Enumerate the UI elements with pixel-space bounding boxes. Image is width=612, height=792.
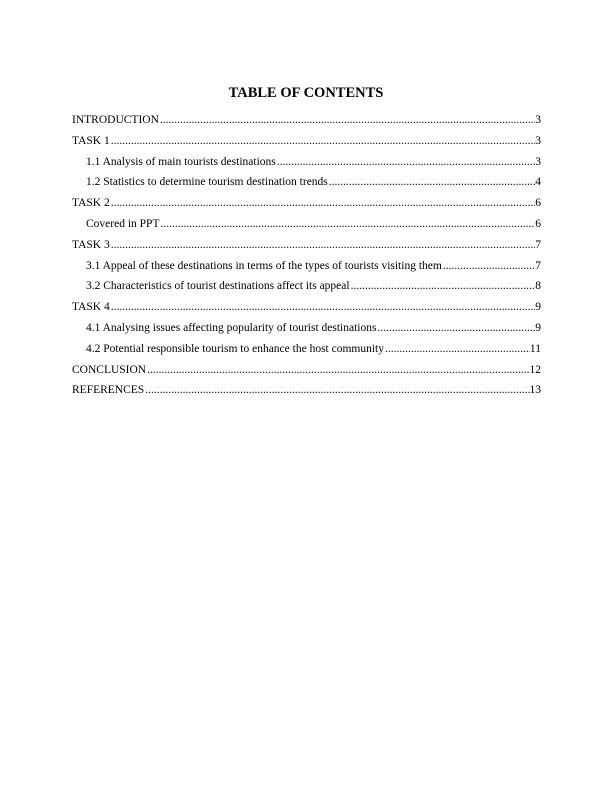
toc-page-number: 13: [529, 384, 541, 397]
toc-entry-task-1[interactable]: [72, 134, 541, 155]
toc-dot-leader: [385, 342, 530, 357]
toc-entry-references[interactable]: [72, 383, 541, 404]
toc-dot-leader: [443, 259, 535, 274]
toc-entry-task-4[interactable]: [72, 300, 541, 321]
toc-page-number: 7: [535, 259, 541, 272]
toc-entry-label[interactable]: 3.2 Characteristics of tourist destinations affect its appeal: [86, 280, 350, 293]
toc-dot-leader: [377, 321, 535, 336]
toc-dot-leader: [145, 383, 529, 398]
toc-entry-label[interactable]: TASK 3: [72, 238, 110, 251]
toc-entry-3-1[interactable]: [72, 259, 541, 280]
toc-page-number: 4: [535, 176, 541, 189]
toc-dot-leader: [329, 175, 535, 190]
toc-entry-label[interactable]: 4.2 Potential responsible tourism to enhance the host community: [86, 342, 384, 355]
toc-page-number: 9: [535, 321, 541, 334]
toc-dot-leader: [111, 300, 536, 315]
toc-dot-leader: [147, 363, 529, 378]
toc-entry-label[interactable]: Covered in PPT: [86, 217, 160, 230]
toc-dot-leader: [160, 113, 535, 128]
toc-entry-label[interactable]: REFERENCES: [72, 384, 145, 397]
toc-entry-task-2[interactable]: [72, 196, 541, 217]
toc-entry-label[interactable]: 1.1 Analysis of main tourists destinations: [86, 155, 276, 168]
toc-entry-4-2[interactable]: [72, 342, 541, 363]
toc-page-number: 3: [535, 134, 541, 147]
toc-entry-4-1[interactable]: [72, 321, 541, 342]
toc-dot-leader: [351, 279, 536, 294]
toc-entry-covered-in-ppt[interactable]: [72, 217, 541, 238]
toc-entry-task-3[interactable]: [72, 238, 541, 259]
toc-dot-leader: [277, 155, 536, 170]
toc-entry-label[interactable]: 3.1 Appeal of these destinations in terms of the types of tourists visiting them: [86, 259, 442, 272]
toc-entry-conclusion[interactable]: [72, 363, 541, 384]
toc-page-number: 12: [529, 363, 541, 376]
toc-page-number: 3: [535, 114, 541, 126]
toc-dot-leader: [111, 134, 536, 149]
toc-page-number: 7: [535, 238, 541, 251]
toc-dot-leader: [160, 217, 535, 232]
toc-entry-label[interactable]: CONCLUSION: [72, 363, 147, 376]
toc-page-number: 3: [535, 155, 541, 168]
toc-entry-1-2[interactable]: [72, 175, 541, 196]
toc-entry-label[interactable]: INTRODUCTION: [72, 114, 159, 126]
toc-page-number: 6: [535, 197, 541, 210]
toc-entry-introduction[interactable]: [72, 113, 541, 134]
toc-list: [72, 113, 541, 404]
toc-entry-1-1[interactable]: [72, 155, 541, 176]
toc-page-number: 11: [529, 342, 541, 355]
toc-entry-label[interactable]: TASK 2: [72, 197, 110, 210]
toc-entry-label[interactable]: 4.1 Analysing issues affecting popularity of tourist destinations: [86, 321, 377, 334]
toc-page-number: 9: [535, 301, 541, 314]
toc-title: TABLE OF CONTENTS: [228, 85, 384, 101]
toc-entry-label[interactable]: TASK 1: [72, 134, 110, 147]
toc-dot-leader: [111, 196, 536, 211]
toc-dot-leader: [111, 238, 536, 253]
toc-page-number: 6: [535, 217, 541, 230]
toc-entry-label[interactable]: 1.2 Statistics to determine tourism destination trends: [86, 176, 328, 189]
toc-page-number: 8: [535, 280, 541, 293]
toc-entry-label[interactable]: TASK 4: [72, 301, 110, 314]
toc-entry-3-2[interactable]: [72, 279, 541, 300]
